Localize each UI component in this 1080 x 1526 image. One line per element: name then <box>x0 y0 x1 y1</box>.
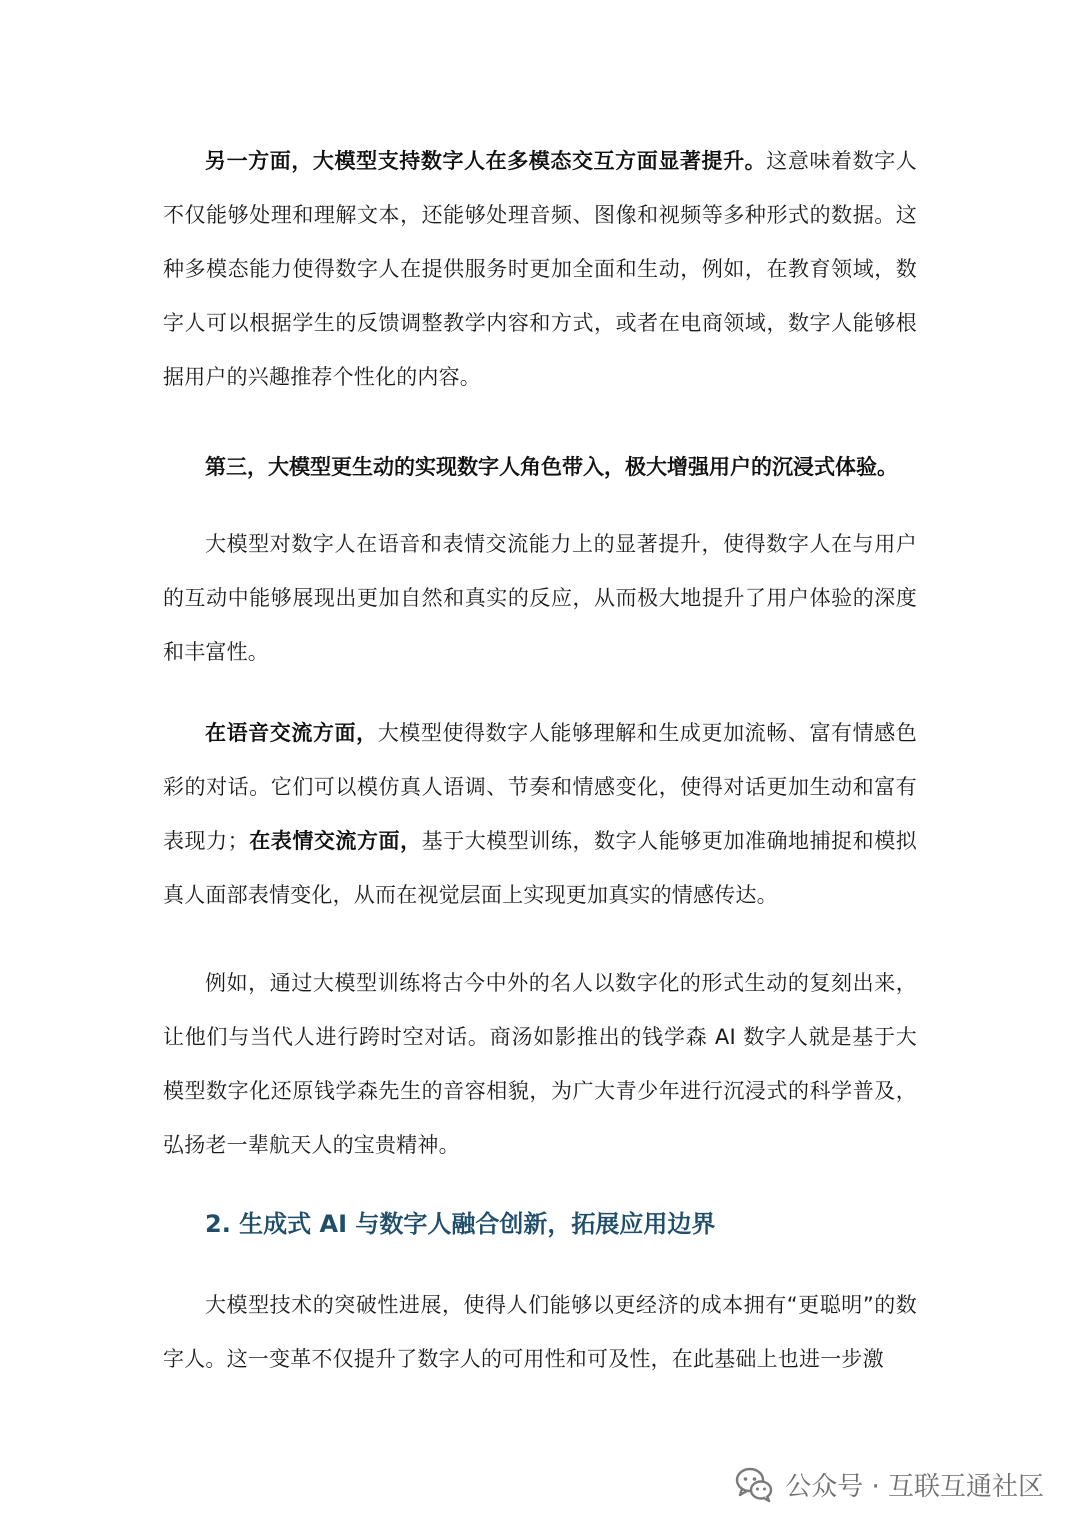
expression-lead-bold: 在表情交流方面， <box>248 829 422 853</box>
section-heading: 2. 生成式 AI 与数字人融合创新，拓展应用边界 <box>205 1210 716 1238</box>
watermark <box>733 1462 1044 1506</box>
paragraph-voice-expression <box>163 706 917 922</box>
watermark-text: 公众号 · 互联互通社区 <box>785 1471 1044 1502</box>
paragraph-interaction: 大模型对数字人在语音和表情交流能力上的显著提升，使得数字人在与用户的互动中能够展现出更加自然和真实的反应，从而极大地提升了用户体验的深度和丰富性。 <box>163 532 917 664</box>
paragraph-text: 这意味着数字人不仅能够处理和理解文本，还能够处理音频、图像和视频等多种形式的数据。这种多模态能力使得数字人在提供服务时更加全面和生动，例如，在教育领域，数字人可以根据学生的反馈调整教学内容和方式，或者在电商领域，数字人能够根据用户的兴趣推荐个性化的内容。 <box>163 149 917 389</box>
paragraph-breakthrough: 大模型技术的突破性进展，使得人们能够以更经济的成本拥有“更聪明”的数字人。这一变革不仅提升了数字人的可用性和可及性，在此基础上也进一步激 <box>163 1293 917 1371</box>
paragraph-lead-bold: 另一方面，大模型支持数字人在多模态交互方面显著提升。 <box>205 149 767 173</box>
paragraph-example: 例如，通过大模型训练将古今中外的名人以数字化的形式生动的复刻出来，让他们与当代人进行跨时空对话。商汤如影推出的钱学森 AI 数字人就是基于大模型数字化还原钱学森先生的音容相貌，为广大青少年进行沉浸式的科学普及，弘扬老一辈航天人的宝贵精神。 <box>163 971 917 1157</box>
wechat-icon <box>733 1463 775 1505</box>
expression-text: 基于大模型训练，数字人能够更加准确地捕捉和模拟真人面部表情变化，从而在视觉层面上实现更加真实的情感传达。 <box>163 829 917 907</box>
voice-text: 大模型使得数字人能够理解和生成更加流畅、富有情感色彩的对话。它们可以模仿真人语调、节奏和情感变化，使得对话更加生动和富有表现力； <box>163 721 917 853</box>
paragraph-heading-third: 第三，大模型更生动的实现数字人角色带入，极大增强用户的沉浸式体验。 <box>205 455 898 479</box>
paragraph-multimodal <box>163 134 917 404</box>
voice-lead-bold: 在语音交流方面， <box>205 721 378 745</box>
